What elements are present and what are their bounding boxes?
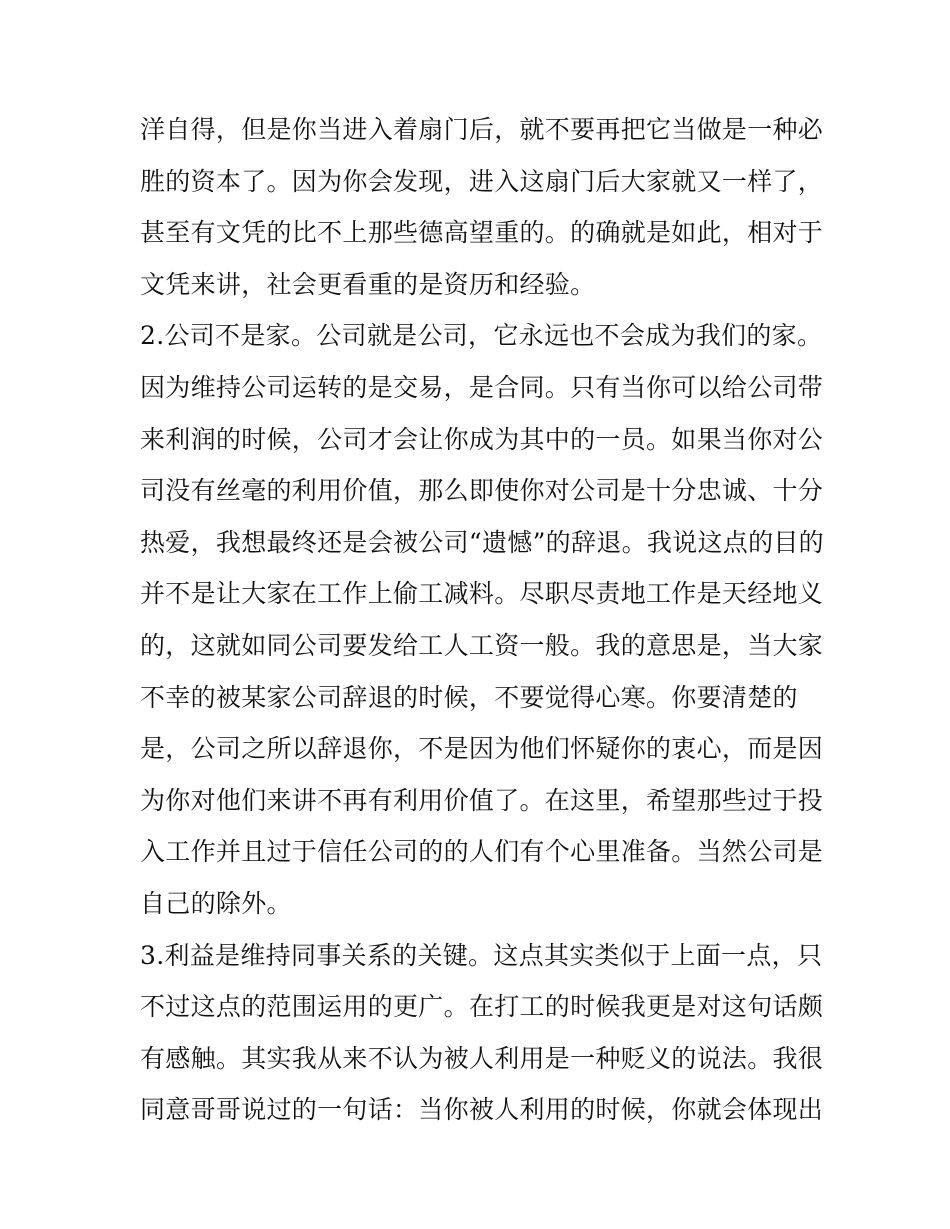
text-line: 是，公司之所以辞退你，不是因为他们怀疑你的衷心，而是因 xyxy=(140,734,824,764)
text-line: 入工作并且过于信任公司的的人们有个心里准备。当然公司是 xyxy=(140,837,824,867)
text-line: 司没有丝毫的利用价值，那么即使你对公司是十分忠诚、十分 xyxy=(140,476,824,506)
text-line: 不过这点的范围运用的更广。在打工的时候我更是对这句话颇 xyxy=(140,992,824,1022)
section-heading-3: 3.利益是维持同事关系的关键。这点其实类似于上面一点，只 xyxy=(140,940,823,970)
body-text xyxy=(140,104,824,1136)
text-line: 胜的资本了。因为你会发现，进入这扇门后大家就又一样了， xyxy=(140,166,824,196)
text-line: 热爱，我想最终还是会被公司“遗憾”的辞退。我说这点的目的 xyxy=(140,527,824,557)
text-line: 来利润的时候，公司才会让你成为其中的一员。如果当你对公 xyxy=(140,424,824,454)
text-line: 文凭来讲，社会更看重的是资历和经验。 xyxy=(140,269,596,299)
text-line: 因为维持公司运转的是交易，是合同。只有当你可以给公司带 xyxy=(140,372,824,402)
text-line: 同意哥哥说过的一句话：当你被人利用的时候，你就会体现出 xyxy=(140,1095,824,1125)
section-heading-2: 2.公司不是家。公司就是公司，它永远也不会成为我们的家。 xyxy=(140,321,823,351)
text-line: 自己的除外。 xyxy=(140,888,292,918)
text-line: 并不是让大家在工作上偷工减料。尽职尽责地工作是天经地义 xyxy=(140,579,824,609)
text-line: 不幸的被某家公司辞退的时候，不要觉得心寒。你要清楚的 xyxy=(140,682,798,712)
text-line: 有感触。其实我从来不认为被人利用是一种贬义的说法。我很 xyxy=(140,1043,824,1073)
text-line: 甚至有文凭的比不上那些德高望重的。的确就是如此，相对于 xyxy=(140,218,824,248)
text-line: 洋自得，但是你当进入着扇门后，就不要再把它当做是一种必 xyxy=(140,115,824,144)
text-line: 为你对他们来讲不再有利用价值了。在这里，希望那些过于投 xyxy=(140,785,824,815)
text-line: 的，这就如同公司要发给工人工资一般。我的意思是，当大家 xyxy=(140,630,824,660)
